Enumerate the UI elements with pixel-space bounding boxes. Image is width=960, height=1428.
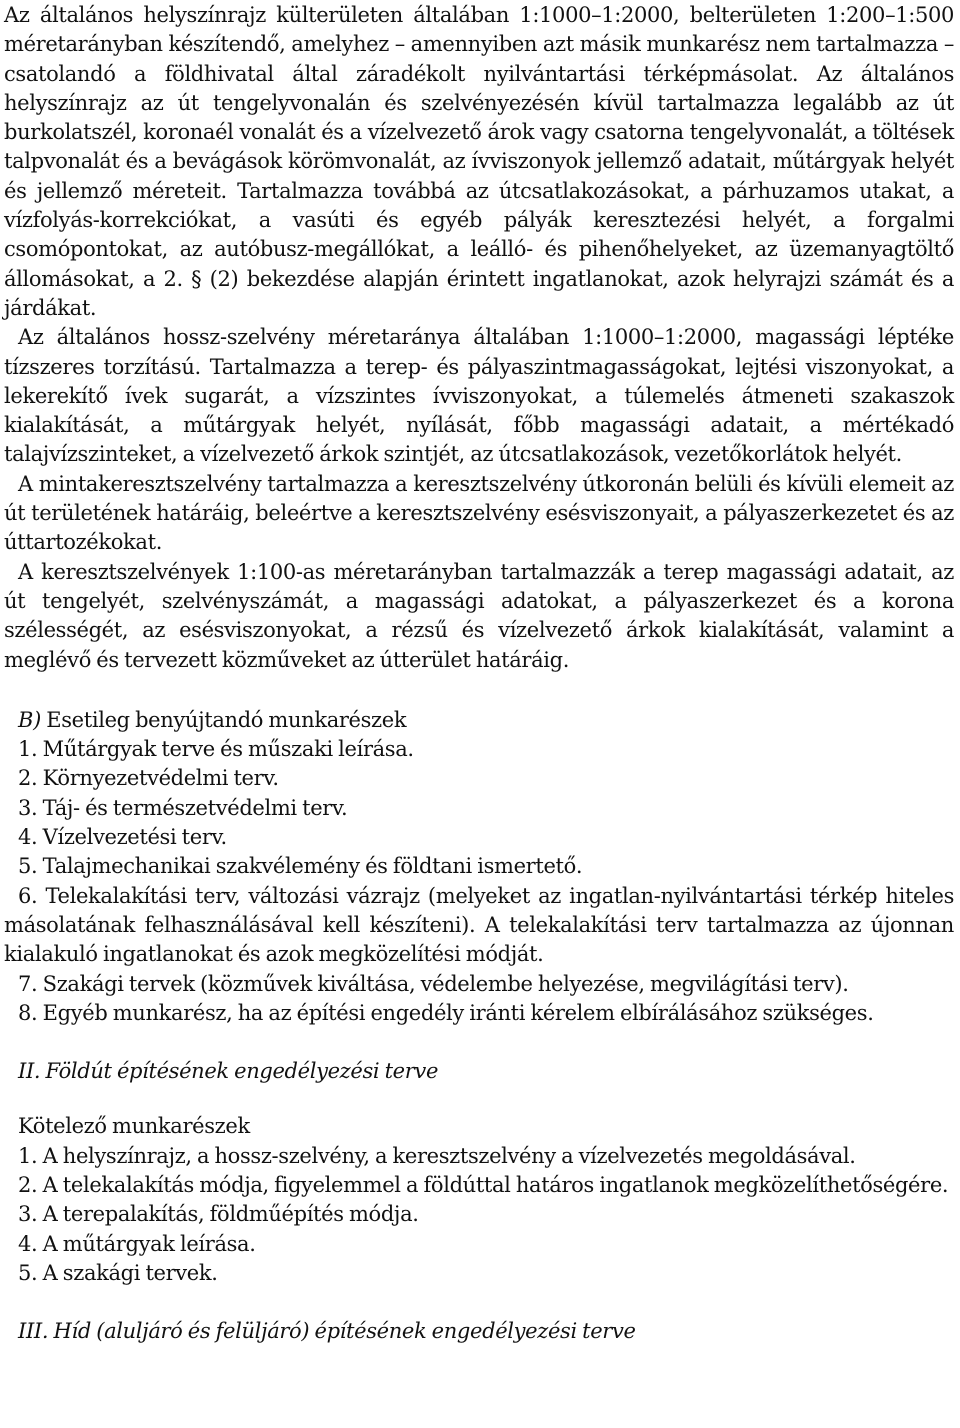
list-item: 2. A telekalakítás módja, figyelemmel a földúttal határos ingatlanok megközelíthetőségére. [18, 1172, 949, 1197]
list-item: 5. A szakági tervek. [18, 1260, 218, 1285]
spacer [4, 1028, 954, 1057]
list-item: 2. Környezetvédelmi terv. [18, 766, 279, 791]
section-ii-subheading: Kötelező munkarészek [18, 1114, 250, 1139]
paragraph-site-plan: Az általános helyszínrajz külterületen általában 1:1000–1:2000, belterületen 1:200–1:500 méretarányban készítendő, amelyhez – amennyiben azt másik munkarész nem tartalmazza – csatolandó a földhivatal által záradékolt nyilvántartási térképmásolat. Az általános helyszínrajz az út tengelyvonalán és szelvényezésén kívül tartalmazza legalább az út burkolatszél, koronaél vonalát és a vízelvezető árok vagy csatorna tengelyvonalát, a töltések talpvonalát és a bevágások körömvonalát, az ívviszonyok jellemző adatait, műtárgyak helyét és jellemző méreteit. Tartalmazza továbbá az útcsatlakozásokat, a párhuzamos utakat, a vízfolyás-korrekciókat, a vasúti és egyéb pályák keresztezési helyét, a forgalmi csomópontokat, az autóbusz-megállókat, a leálló- és pihenőhelyeket, az üzemanyagtöltő állomásokat, a 2. § (2) bekezdése alapján érintett ingatlanokat, azok helyrajzi számát és a járdákat. [4, 3, 954, 320]
spacer [4, 1086, 954, 1112]
section-ii-heading: II. Földút építésének engedélyezési terve [18, 1059, 439, 1084]
list-item: 1. A helyszínrajz, a hossz-szelvény, a keresztszelvény a vízelvezetés megoldásával. [18, 1143, 856, 1168]
document-page [4, 0, 954, 1346]
list-item: 7. Szakági tervek (közművek kiváltása, védelembe helyezése, megvilágítási terv). [18, 971, 849, 996]
paragraph-sample-cross-section: A mintakeresztszelvény tartalmazza a keresztszelvény útkoronán belüli és kívüli elemeit az út területének határáig, beleértve a keresztszelvény esésviszonyait, a pályaszerkezetet és az úttartozékokat. [4, 471, 954, 555]
section-b-prefix: B) [18, 707, 41, 732]
list-item: 3. A terepalakítás, földműépítés módja. [18, 1202, 419, 1227]
list-item: 4. Vízelvezetési terv. [18, 825, 227, 850]
spacer [4, 675, 954, 706]
paragraph-longitudinal-section: Az általános hossz-szelvény méretaránya általában 1:1000–1:2000, magassági léptéke tízszeres torzítású. Tartalmazza a terep- és pályaszintmagasságokat, lejtési viszonyokat, a lekerekítő ívek sugarát, a vízszintes ívviszonyokat, a túlemelés átmeneti szakaszok kialakítását, a műtárgyak helyét, nyílását, főbb magassági adatait, a mértékadó talajvízszinteket, a vízelvezető árkok szintjét, az útcsatlakozások, vezetőkorlátok helyét. [4, 325, 954, 467]
list-item: 3. Táj- és természetvédelmi terv. [18, 795, 348, 820]
list-item: 6. Telekalakítási terv, változási vázrajz (melyeket az ingatlan-nyilvántartási térkép hiteles másolatának felhasználásával kell készíteni). A telekalakítási terv tartalmazza az újonnan kialakuló ingatlanokat és azok megközelítési módját. [4, 883, 954, 967]
section-b-heading [4, 706, 954, 735]
list-item: 8. Egyéb munkarész, ha az építési engedély iránti kérelem elbírálásához szükséges. [18, 1000, 874, 1025]
section-iii-heading: III. Híd (aluljáró és felüljáró) építésének engedélyezési terve [18, 1319, 636, 1344]
section-b-title: Esetileg benyújtandó munkarészek [40, 707, 407, 732]
spacer [4, 1288, 954, 1317]
list-item: 5. Talajmechanikai szakvélemény és földtani ismertető. [18, 854, 583, 879]
paragraph-cross-sections: A keresztszelvények 1:100-as méretarányban tartalmazzák a terep magassági adatait, az út tengelyét, szelvényszámát, a magassági adatokat, a pályaszerkezet és a korona szélességét, az esésviszonyokat, a rézsű és vízelvezető árkok kialakítását, valamint a meglévő és tervezett közműveket az útterület határáig. [4, 559, 954, 672]
list-item: 1. Műtárgyak terve és műszaki leírása. [18, 737, 414, 762]
list-item: 4. A műtárgyak leírása. [18, 1231, 256, 1256]
